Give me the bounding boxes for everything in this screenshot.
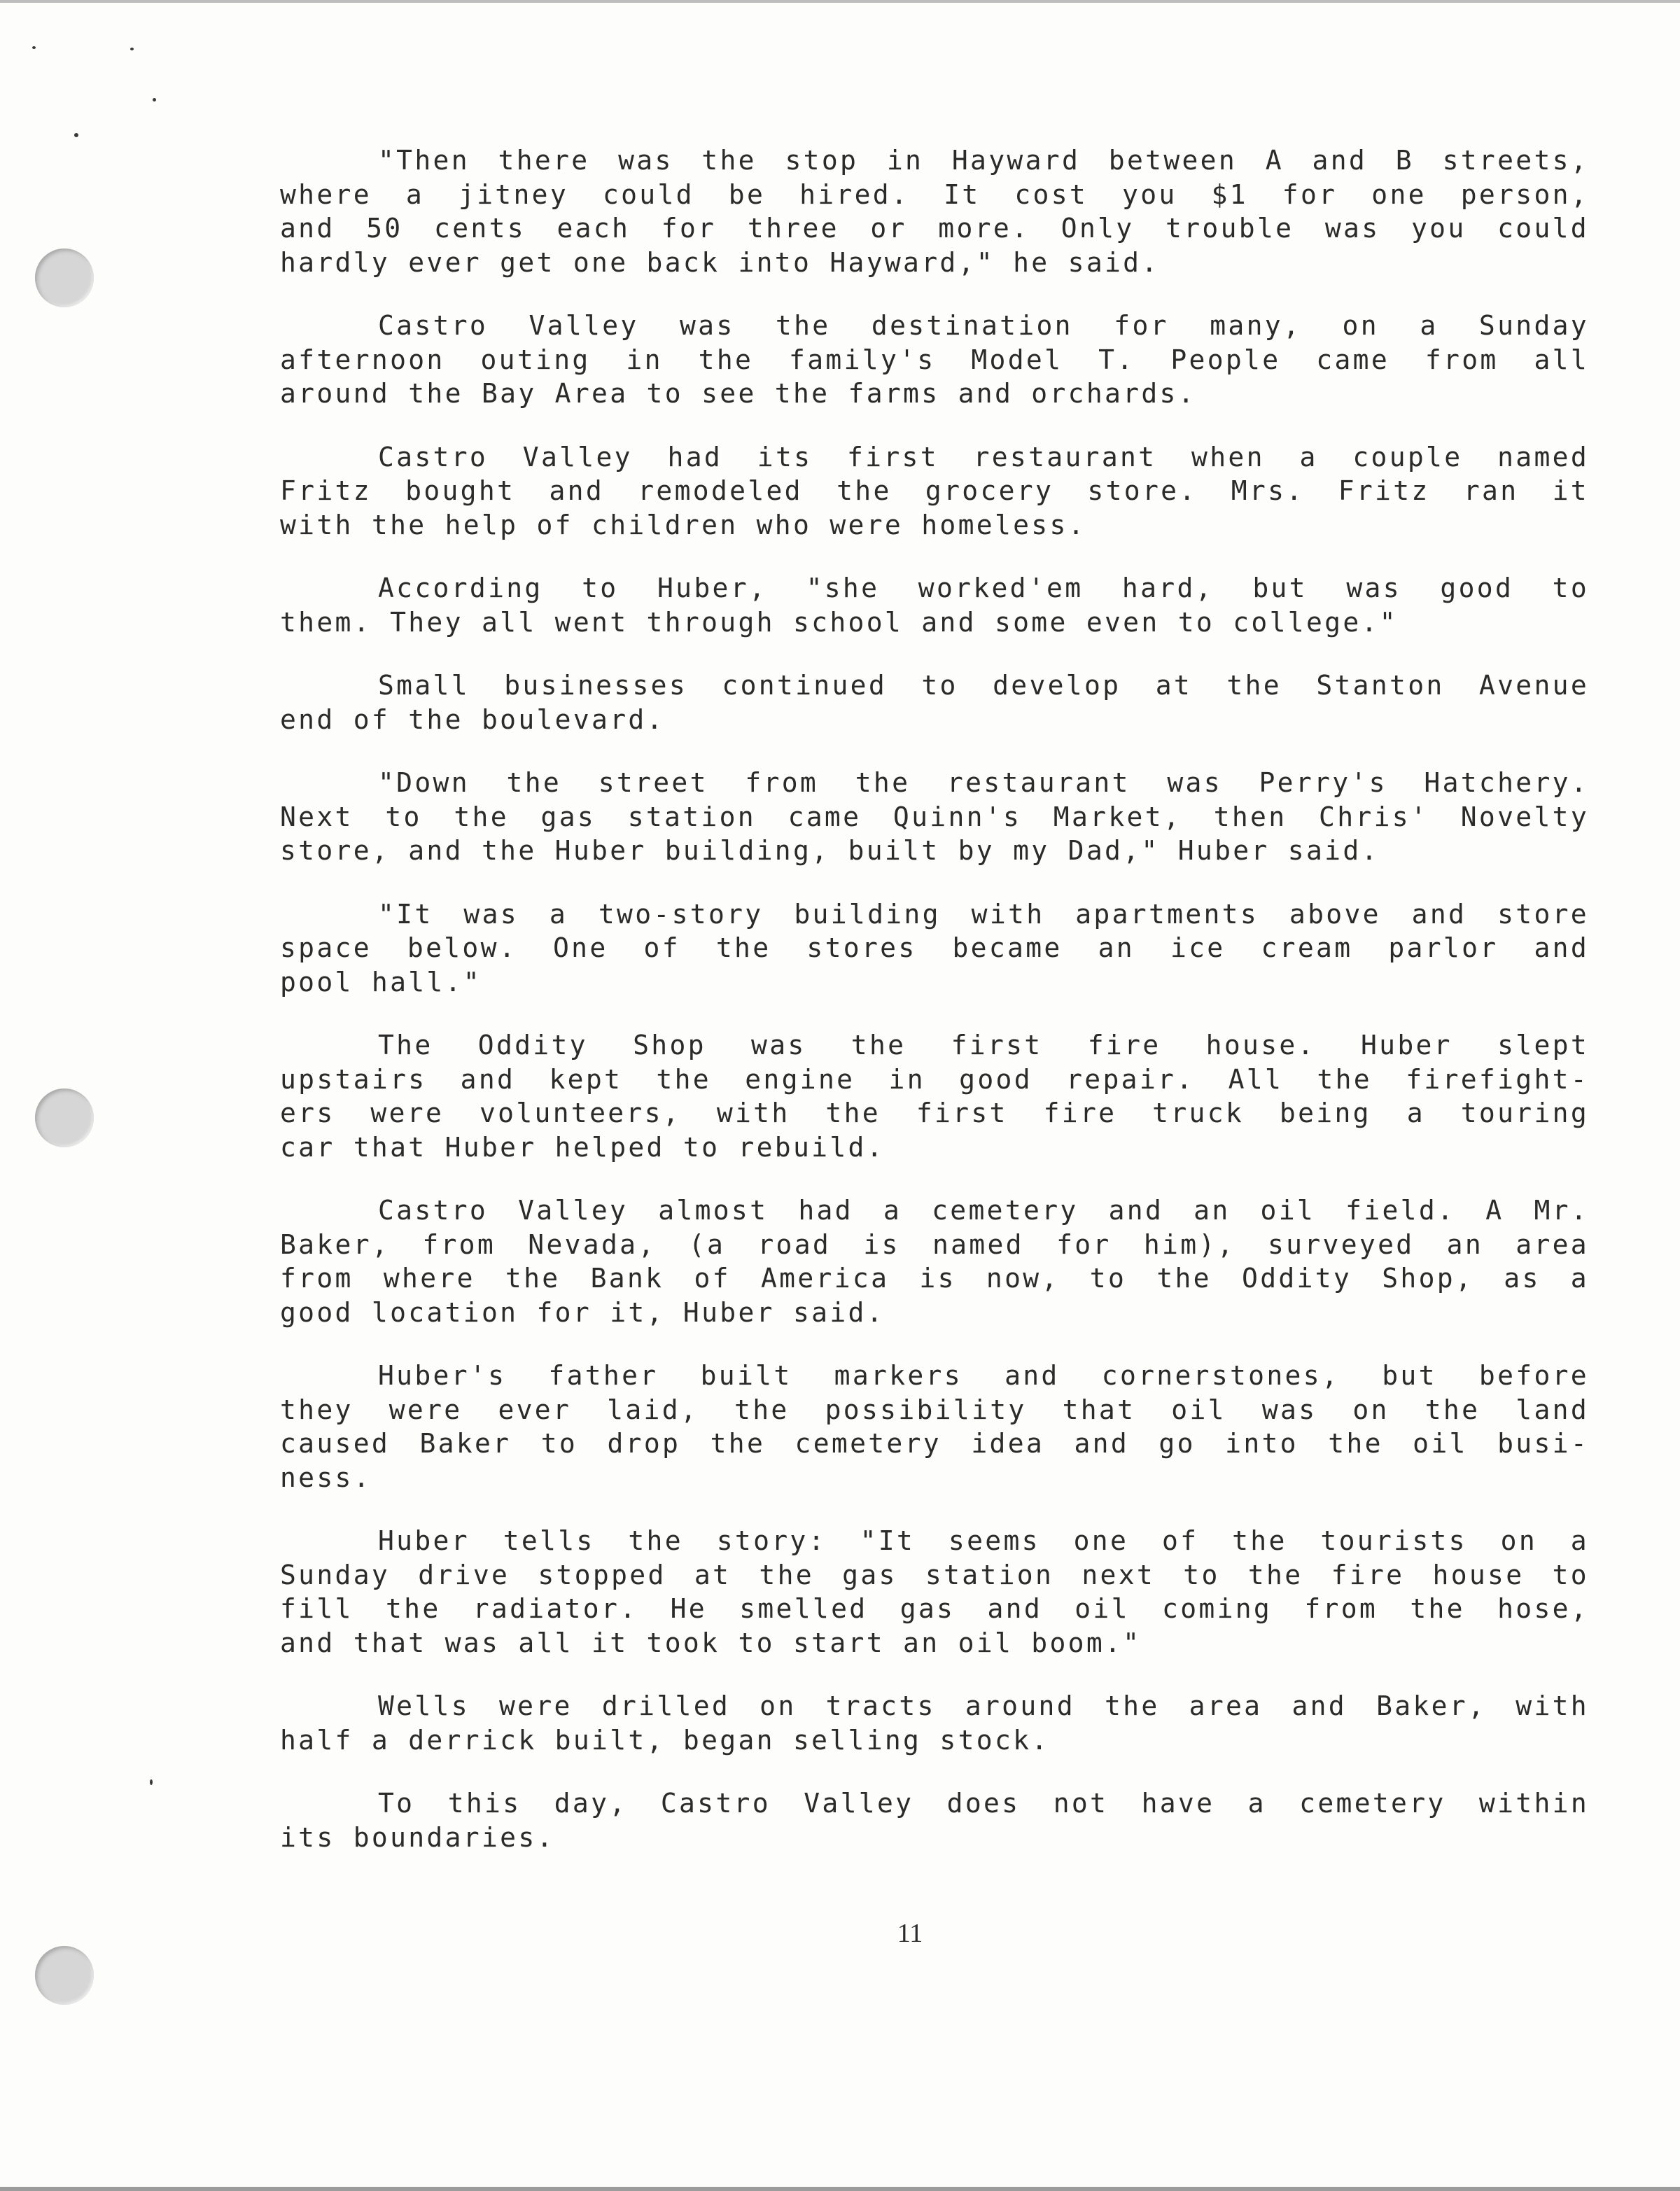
text-line: Baker, from Nevada, (a road is named for him), surveyed an area <box>280 1228 1589 1260</box>
text-line: store, and the Huber building, built by my Dad," Huber said. <box>280 835 1380 866</box>
text-line: "Then there was the stop in Hayward between A and B streets, <box>378 145 1589 176</box>
paragraph <box>280 766 1589 868</box>
text-line: its boundaries. <box>280 1821 555 1853</box>
text-line: Next to the gas station came Quinn's Market, then Chris' Novelty <box>280 801 1589 832</box>
paragraph <box>280 668 1589 736</box>
text-line: them. They all went through school and some even to college." <box>280 606 1398 638</box>
text-line: Huber tells the story: "It seems one of the tourists on a <box>378 1525 1589 1556</box>
paragraph <box>280 1359 1589 1494</box>
text-line: Castro Valley had its first restaurant when a couple named <box>378 441 1589 472</box>
text-line: and that was all it took to start an oil boom." <box>280 1627 1142 1658</box>
text-line: with the help of children who were homeless. <box>280 509 1086 540</box>
text-line: To this day, Castro Valley does not have a cemetery within <box>378 1788 1589 1819</box>
text-line: "Down the street from the restaurant was Perry's Hatchery. <box>378 767 1589 798</box>
text-line: half a derrick built, began selling stock. <box>280 1724 1050 1756</box>
text-line: end of the boulevard. <box>280 704 665 735</box>
punch-hole-bottom <box>35 1946 94 2005</box>
text-line: hardly ever get one back into Hayward," he said. <box>280 246 1160 278</box>
text-line: and 50 cents each for three or more. Only trouble was you could <box>280 213 1589 244</box>
text-line: space below. One of the stores became an ice cream parlor and <box>280 932 1589 963</box>
text-line: from where the Bank of America is now, to the Oddity Shop, as a <box>280 1263 1589 1294</box>
text-line: fill the radiator. He smelled gas and oil coming from the hose, <box>280 1593 1589 1624</box>
paragraph <box>280 571 1589 639</box>
scan-speck <box>130 48 134 50</box>
text-line: upstairs and kept the engine in good repair. All the firefight- <box>280 1063 1589 1095</box>
paragraph <box>280 144 1589 279</box>
paragraph <box>280 1786 1589 1854</box>
text-line: they were ever laid, the possibility that oil was on the land <box>280 1394 1589 1425</box>
page-top-edge <box>0 0 1680 3</box>
paragraph <box>280 440 1589 542</box>
text-line: According to Huber, "she worked'em hard, but was good to <box>378 573 1589 603</box>
text-line: afternoon outing in the family's Model T. People came from all <box>280 344 1589 375</box>
text-line: ness. <box>280 1462 372 1493</box>
text-line: Huber's father built markers and cornerstones, but before <box>378 1360 1589 1391</box>
paragraph <box>280 1194 1589 1329</box>
text-line: where a jitney could be hired. It cost you $1 for one person, <box>280 178 1589 210</box>
text-line: Wells were drilled on tracts around the area and Baker, with <box>378 1690 1589 1721</box>
scan-speck <box>32 46 36 49</box>
paragraph <box>280 1689 1589 1757</box>
text-line: good location for it, Huber said. <box>280 1296 885 1328</box>
paragraph <box>280 309 1589 411</box>
text-line: car that Huber helped to rebuild. <box>280 1131 885 1163</box>
text-line: "It was a two-story building with apartments above and store <box>378 898 1589 930</box>
text-line: Castro Valley almost had a cemetery and an oil field. A Mr. <box>378 1195 1589 1226</box>
text-line: Fritz bought and remodeled the grocery store. Mrs. Fritz ran it <box>280 475 1589 506</box>
page-number: 11 <box>897 1919 923 1948</box>
text-line: Small businesses continued to develop at the Stanton Avenue <box>378 670 1589 701</box>
paragraph <box>280 897 1589 1000</box>
text-line: ers were volunteers, with the first fire truck being a touring <box>280 1098 1589 1128</box>
scan-speck <box>74 133 78 137</box>
scan-speck <box>150 1779 153 1785</box>
text-line: caused Baker to drop the cemetery idea and go into the oil busi- <box>280 1428 1589 1459</box>
text-line: Sunday drive stopped at the gas station next to the fire house to <box>280 1559 1589 1590</box>
text-line: around the Bay Area to see the farms and orchards. <box>280 378 1196 409</box>
text-line: Castro Valley was the destination for many, on a Sunday <box>378 310 1589 341</box>
scan-speck <box>153 98 156 102</box>
page-bottom-edge <box>0 2187 1680 2191</box>
text-line: pool hall." <box>280 966 482 997</box>
paragraph <box>280 1524 1589 1660</box>
punch-hole-top <box>35 248 94 307</box>
paragraph <box>280 1028 1589 1164</box>
text-line: The Oddity Shop was the first fire house. Huber slept <box>378 1030 1589 1060</box>
document-body <box>280 144 1589 1884</box>
punch-hole-middle <box>35 1088 94 1147</box>
